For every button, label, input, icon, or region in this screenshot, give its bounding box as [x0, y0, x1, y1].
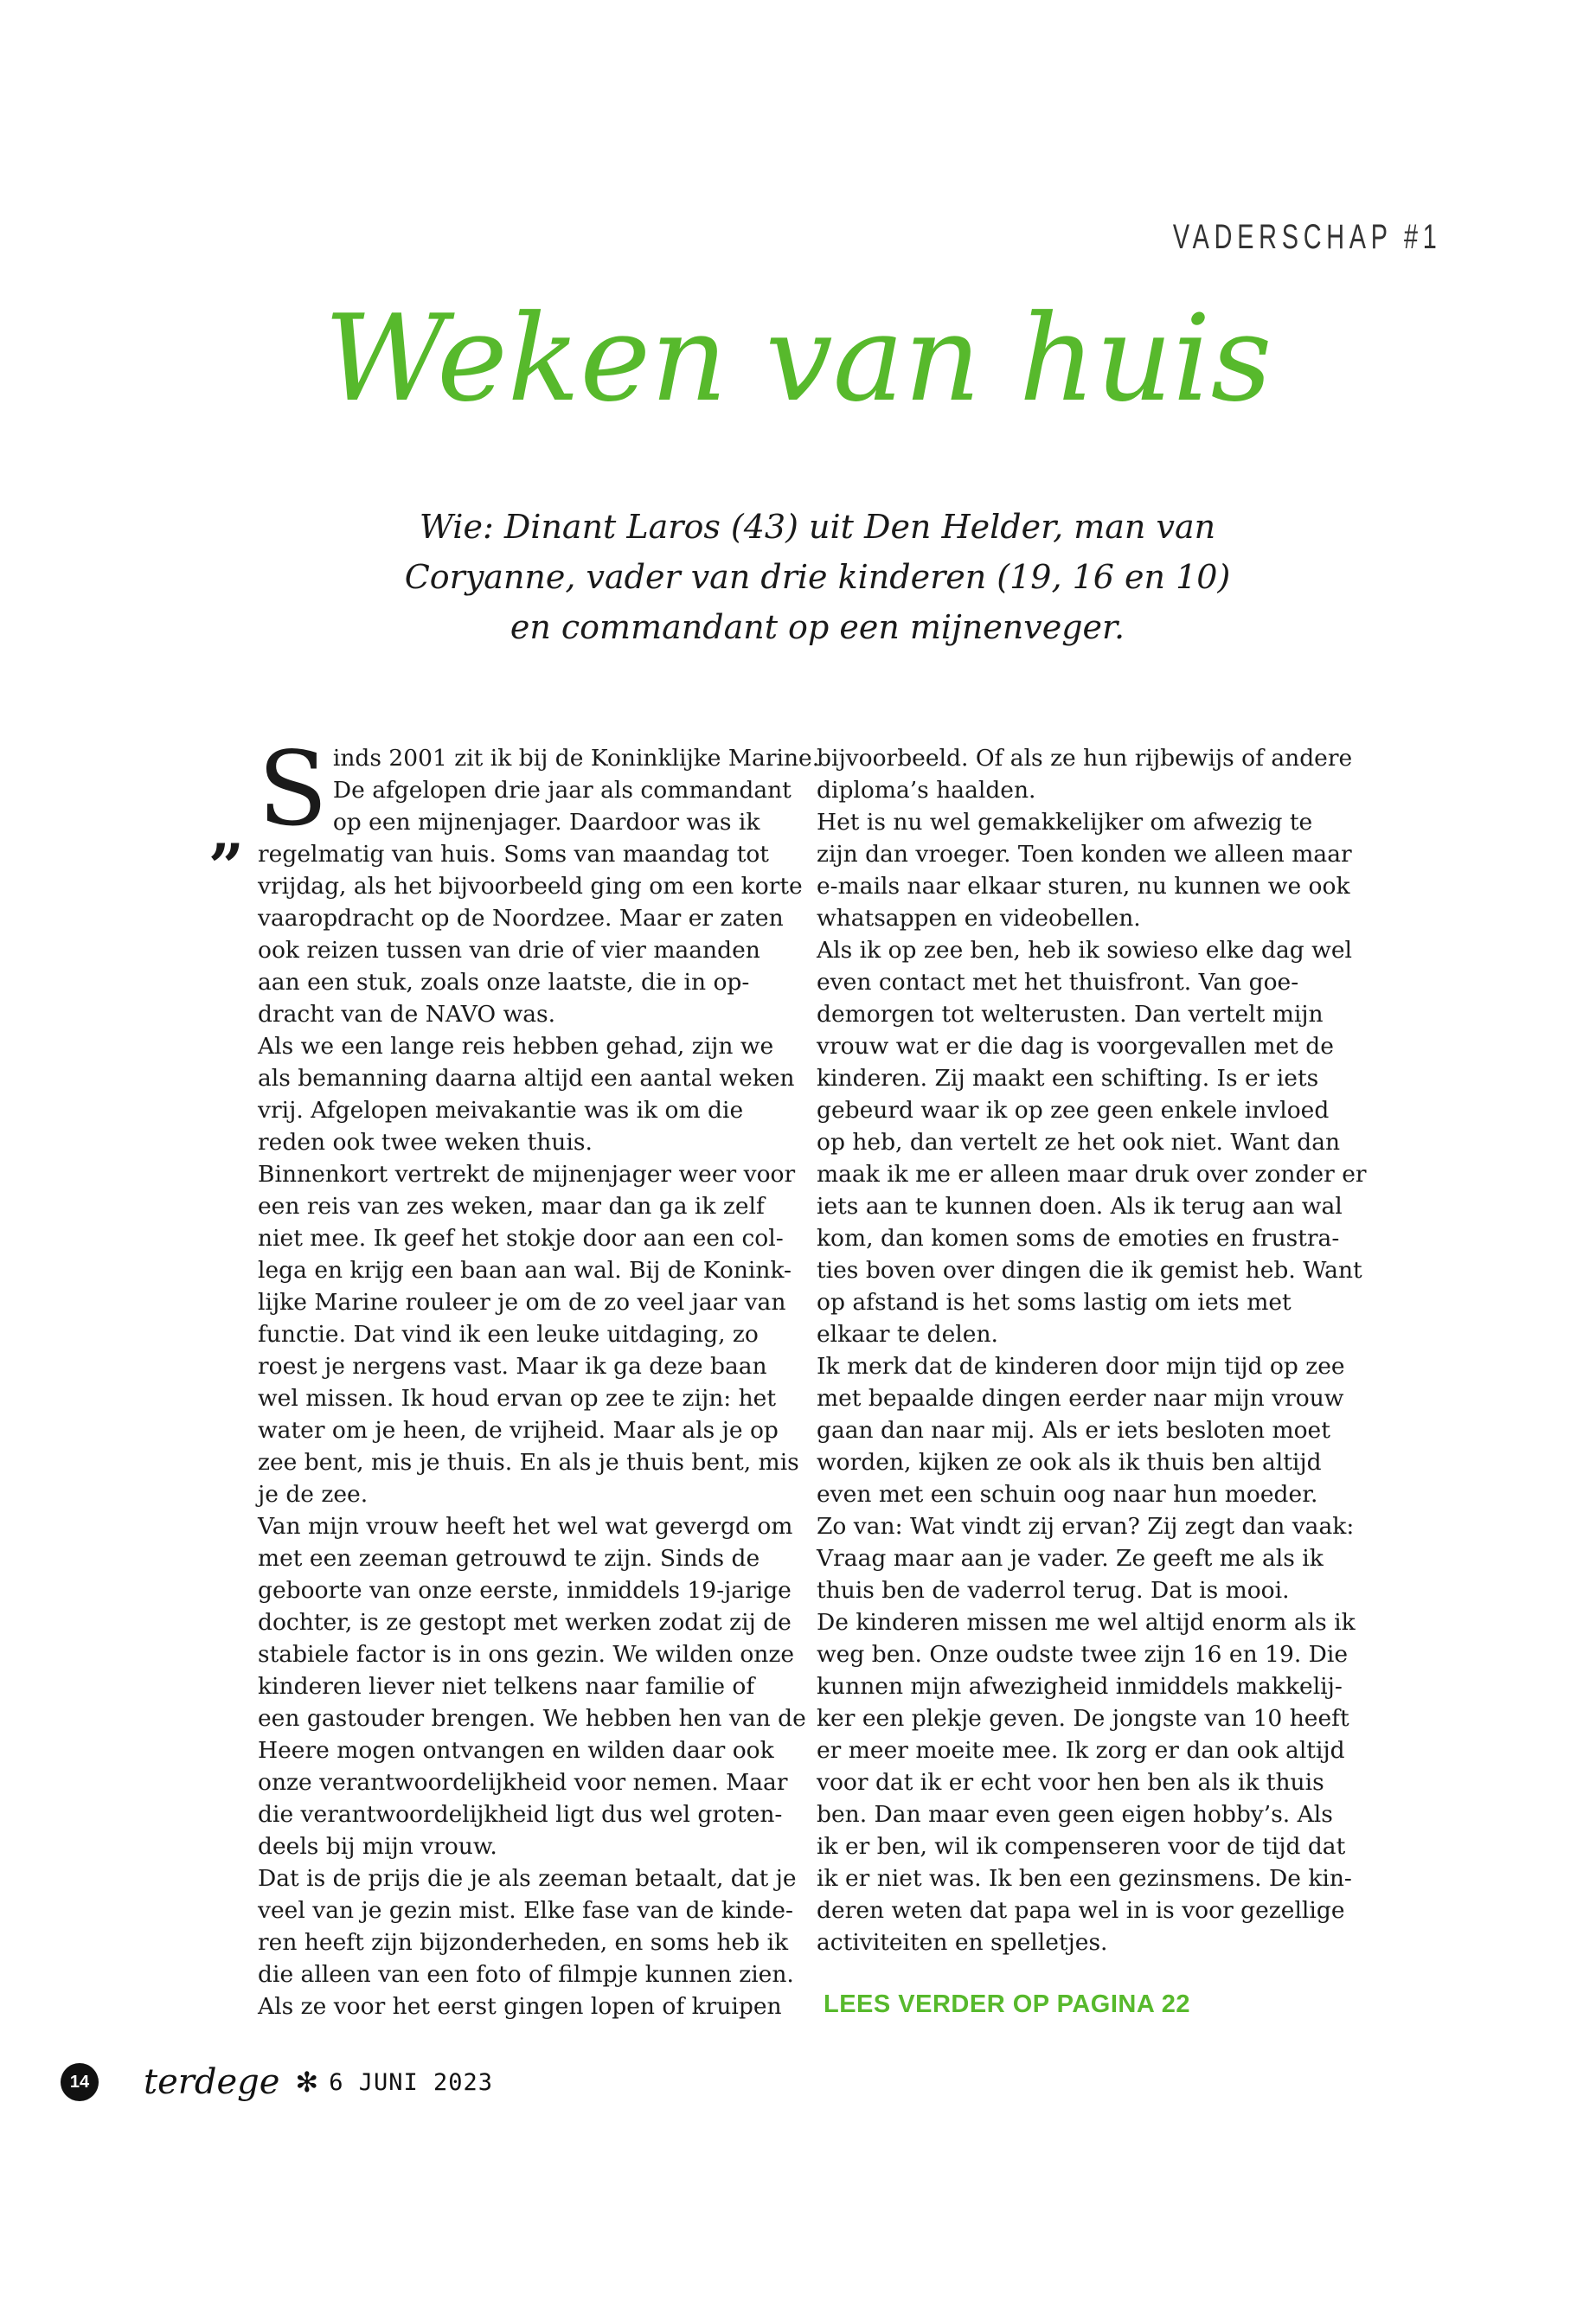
article-line: kinderen. Zij maakt een schifting. Is er iets	[817, 1065, 1319, 1092]
article-line: Als ik op zee ben, heb ik sowieso elke dag wel	[817, 937, 1353, 964]
article-line: op heb, dan vertelt ze het ook niet. Want dan	[817, 1129, 1341, 1156]
article-line: je de zee.	[258, 1481, 369, 1508]
article-line: kinderen liever niet telkens naar familie of	[258, 1673, 755, 1700]
article-line: Als ze voor het eerst gingen lopen of kruipen	[258, 1993, 782, 2020]
article-line: vrij. Afgelopen meivakantie was ik om die	[258, 1097, 744, 1124]
article-line: Het is nu wel gemakkelijker om afwezig te	[817, 809, 1313, 836]
article-line: geboorte van onze eerste, inmiddels 19-jarige	[258, 1577, 792, 1604]
article-line: met bepaalde dingen eerder naar mijn vrouw	[817, 1385, 1344, 1412]
article-line: elkaar te delen.	[817, 1321, 998, 1348]
article-line: lijke Marine rouleer je om de zo veel jaar van	[258, 1289, 786, 1316]
article-line: kunnen mijn afwezigheid inmiddels makkelij-	[817, 1673, 1343, 1700]
article-line: deels bij mijn vrouw.	[258, 1833, 497, 1860]
article-line: regelmatig van huis. Soms van maandag tot	[258, 841, 769, 868]
intro-line: Coryanne, vader van drie kinderen (19, 16 en 10)	[404, 558, 1231, 596]
article-line: voor dat ik er echt voor hen ben als ik thuis	[817, 1769, 1324, 1796]
article-line: dochter, is ze gestopt met werken zodat zij de	[258, 1609, 792, 1636]
separator-icon: ✻	[295, 2066, 319, 2099]
brand-logo: terdege	[144, 2062, 280, 2102]
article-line: onze verantwoordelijkheid voor nemen. Maar	[258, 1769, 788, 1796]
article-line: die alleen van een foto of filmpje kunnen zien.	[258, 1961, 794, 1988]
article-line: vrijdag, als het bijvoorbeeld ging om een korte	[258, 873, 803, 900]
article-line: Zo van: Wat vindt zij ervan? Zij zegt dan vaak:	[817, 1513, 1355, 1540]
article-line: De kinderen missen me wel altijd enorm als ik	[817, 1609, 1356, 1636]
article-line: Heere mogen ontvangen en wilden daar ook	[258, 1737, 774, 1764]
drop-cap: S	[258, 729, 328, 849]
page-title: Weken van huis	[324, 289, 1272, 428]
article-line: diploma’s haalden.	[817, 777, 1036, 804]
article-line: bijvoorbeeld. Of als ze hun rijbewijs of andere	[817, 745, 1353, 772]
article-line: reden ook twee weken thuis.	[258, 1129, 593, 1156]
article-line: even contact met het thuisfront. Van goe-	[817, 969, 1299, 996]
intro-line: Wie: Dinant Laros (43) uit Den Helder, man van	[419, 508, 1216, 546]
article-line: wel missen. Ik houd ervan op zee te zijn: het	[258, 1385, 777, 1412]
intro	[329, 502, 1306, 652]
article-line: veel van je gezin mist. Elke fase van de kinde-	[258, 1897, 793, 1924]
article-line: met een zeeman getrouwd te zijn. Sinds de	[258, 1545, 760, 1572]
article-line: Vraag maar aan je vader. Ze geeft me als ik	[817, 1545, 1324, 1572]
article-line: inds 2001 zit ik bij de Koninklijke Marine.	[332, 745, 820, 772]
article-line: functie. Dat vind ik een leuke uitdaging, zo	[258, 1321, 759, 1348]
article-line: ook reizen tussen van drie of vier maanden	[258, 937, 760, 964]
article-line: vaaropdracht op de Noordzee. Maar er zaten	[258, 905, 784, 932]
article-line: e-mails naar elkaar sturen, nu kunnen we ook	[817, 873, 1350, 900]
article-line: zee bent, mis je thuis. En als je thuis bent, mis	[258, 1449, 799, 1476]
article-line: een reis van zes weken, maar dan ga ik zelf	[258, 1193, 765, 1220]
article-column-2	[817, 742, 1367, 1958]
article-line: Dat is de prijs die je als zeeman betaalt, dat je	[258, 1865, 797, 1892]
article-line: Als we een lange reis hebben gehad, zijn we	[258, 1033, 774, 1060]
article-line: roest je nergens vast. Maar ik ga deze baan	[258, 1353, 767, 1380]
article-line: lega en krijg een baan aan wal. Bij de Konink-	[258, 1257, 792, 1284]
quote-mark: „	[209, 794, 246, 868]
article-line: ker een plekje geven. De jongste van 10 heeft	[817, 1705, 1349, 1732]
article-line: whatsappen en videobellen.	[817, 905, 1141, 932]
read-more-link[interactable]: LEES VERDER OP PAGINA 22	[824, 1990, 1191, 2018]
intro-line: en commandant op een mijnenveger.	[510, 608, 1125, 646]
article-line: op afstand is het soms lastig om iets met	[817, 1289, 1292, 1316]
article-line: kom, dan komen soms de emoties en frustra-	[817, 1225, 1340, 1252]
article-line: die verantwoordelijkheid ligt dus wel groten-	[258, 1801, 783, 1828]
article-line: als bemanning daarna altijd een aantal weken	[258, 1065, 795, 1092]
article-line: De afgelopen drie jaar als commandant	[332, 777, 792, 804]
issue-date: 6 JUNI 2023	[329, 2068, 494, 2096]
article-line: op een mijnenjager. Daardoor was ik	[332, 809, 760, 836]
article-line: weg ben. Onze oudste twee zijn 16 en 19. Die	[817, 1641, 1349, 1668]
article-column-1	[258, 729, 820, 2022]
article-line: aan een stuk, zoals onze laatste, die in op-	[258, 969, 750, 996]
article-line: gebeurd waar ik op zee geen enkele invloed	[817, 1097, 1330, 1124]
article-line: activiteiten en spelletjes.	[817, 1929, 1108, 1956]
article-line: Binnenkort vertrekt de mijnenjager weer voor	[258, 1161, 796, 1188]
article-line: vrouw wat er die dag is voorgevallen met de	[817, 1033, 1334, 1060]
article-line: Ik merk dat de kinderen door mijn tijd op zee	[817, 1353, 1345, 1380]
article-line: maak ik me er alleen maar druk over zonder er	[817, 1161, 1367, 1188]
article-line: ik er ben, wil ik compenseren voor de tijd dat	[817, 1833, 1346, 1860]
article-line: ben. Dan maar even geen eigen hobby’s. Als	[817, 1801, 1333, 1828]
article-line: een gastouder brengen. We hebben hen van de	[258, 1705, 806, 1732]
article-line: iets aan te kunnen doen. Als ik terug aan wal	[817, 1193, 1343, 1220]
article-line: niet mee. Ik geef het stokje door aan een col-	[258, 1225, 784, 1252]
article-line: thuis ben de vaderrol terug. Dat is mooi.	[817, 1577, 1290, 1604]
article-line: Van mijn vrouw heeft het wel wat gevergd om	[258, 1513, 793, 1540]
article-line: dracht van de NAVO was.	[258, 1001, 556, 1028]
section-tag: VADERSCHAP #1	[1173, 218, 1442, 256]
article-line: ik er niet was. Ik ben een gezinsmens. De kin-	[817, 1865, 1352, 1892]
article-line: demorgen tot welterusten. Dan vertelt mijn	[817, 1001, 1324, 1028]
article-line: deren weten dat papa wel in is voor gezellige	[817, 1897, 1345, 1924]
article-line: zijn dan vroeger. Toen konden we alleen maar	[817, 841, 1352, 868]
article-line: worden, kijken ze ook als ik thuis ben altijd	[817, 1449, 1322, 1476]
article-line: gaan dan naar mij. Als er iets besloten moet	[817, 1417, 1330, 1444]
footer	[61, 2061, 493, 2104]
article-line: ties boven over dingen die ik gemist heb. Want	[817, 1257, 1362, 1284]
article-line: ren heeft zijn bijzonderheden, en soms heb ik	[258, 1929, 789, 1956]
article-line: water om je heen, de vrijheid. Maar als je op	[258, 1417, 779, 1444]
article-line: er meer moeite mee. Ik zorg er dan ook altijd	[817, 1737, 1345, 1764]
page-number: 14	[61, 2063, 99, 2101]
article-line: stabiele factor is in ons gezin. We wilden onze	[258, 1641, 795, 1668]
article-line: even met een schuin oog naar hun moeder.	[817, 1481, 1318, 1508]
